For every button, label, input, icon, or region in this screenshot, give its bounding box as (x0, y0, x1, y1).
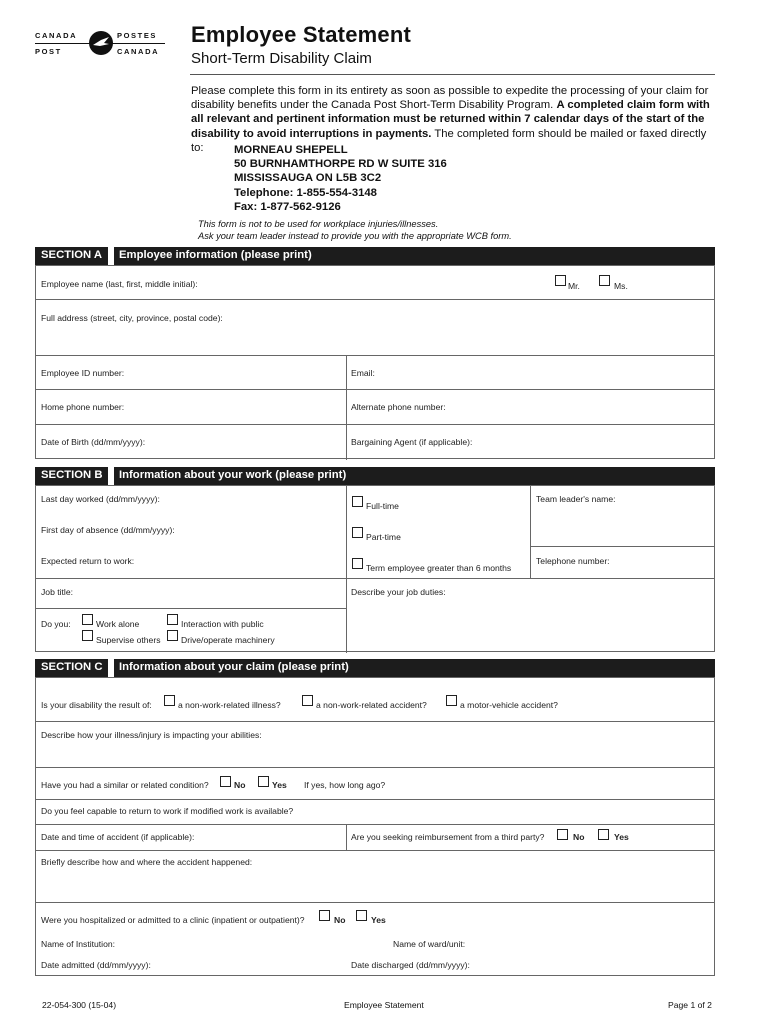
part-time-checkbox[interactable] (352, 527, 363, 538)
logo-text-canada-fr: CANADA (117, 47, 160, 56)
alternate-phone-label: Alternate phone number: (351, 402, 446, 412)
note-line-2: Ask your team leader instead to provide you with the appropriate WCB form. (198, 230, 512, 241)
job-title-label: Job title: (41, 587, 74, 597)
similar-condition-label: Have you had a similar or related condition? (41, 780, 209, 790)
section-a-form (35, 265, 715, 459)
section-b-header (35, 467, 715, 485)
ms-checkbox[interactable] (599, 275, 610, 286)
do-you-label: Do you: (41, 619, 71, 629)
full-address-field[interactable] (41, 324, 706, 350)
email-label: Email: (351, 368, 375, 378)
address-name: MORNEAU SHEPELL (234, 144, 348, 156)
disability-cause-label: Is your disability the result of: (41, 700, 152, 710)
eagle-icon (89, 31, 113, 55)
employee-name-field[interactable] (41, 270, 586, 296)
section-c-header (35, 659, 715, 677)
date-discharged-label: Date discharged (dd/mm/yyyy): (351, 960, 470, 970)
work-alone-label: Work alone (96, 619, 140, 629)
page-subtitle: Short-Term Disability Claim (191, 50, 372, 67)
impact-label: Describe how your illness/injury is impacting your abilities: (41, 730, 262, 740)
motor-vehicle-label: a motor-vehicle accident? (460, 700, 558, 710)
reimbursement-yes-label: Yes (614, 832, 629, 842)
address-street: 50 BURNHAMTHORPE RD W SUITE 316 (234, 158, 447, 171)
illness-label: a non-work-related illness? (178, 700, 281, 710)
ms-label: Ms. (614, 281, 628, 291)
full-time-checkbox[interactable] (352, 496, 363, 507)
first-absence-label: First day of absence (dd/mm/yyyy): (41, 525, 175, 535)
note-line-1: This form is not to be used for workplace injuries/illnesses. (198, 219, 439, 229)
home-phone-label: Home phone number: (41, 402, 125, 412)
mailing-address (234, 143, 447, 214)
similar-no-label: No (234, 780, 246, 790)
page-number: Page 1 of 2 (668, 1000, 712, 1010)
full-address-label: Full address (street, city, province, postal code): (41, 313, 223, 323)
describe-accident-label: Briefly describe how and where the accident happened: (41, 857, 253, 867)
logo-text-post: POST (35, 47, 62, 56)
similar-yes-checkbox[interactable] (258, 776, 269, 787)
team-leader-label: Team leader's name: (536, 494, 616, 504)
logo-text-canada: CANADA (35, 31, 78, 40)
similar-no-checkbox[interactable] (220, 776, 231, 787)
date-of-birth-label: Date of Birth (dd/mm/yyyy): (41, 437, 146, 447)
address-fax: Fax: 1-877-562-9126 (234, 200, 341, 213)
interaction-public-checkbox[interactable] (167, 614, 178, 625)
motor-vehicle-checkbox[interactable] (446, 695, 457, 706)
section-a-tag: SECTION A (41, 249, 103, 261)
page-title: Employee Statement (191, 22, 412, 47)
hospitalized-no-checkbox[interactable] (319, 910, 330, 921)
ward-unit-label: Name of ward/unit: (393, 939, 466, 949)
reimbursement-yes-checkbox[interactable] (598, 829, 609, 840)
date-admitted-label: Date admitted (dd/mm/yyyy): (41, 960, 151, 970)
term-employee-checkbox[interactable] (352, 558, 363, 569)
last-day-worked-label: Last day worked (dd/mm/yyyy): (41, 494, 160, 504)
how-long-label: If yes, how long ago? (304, 780, 386, 790)
similar-yes-label: Yes (272, 780, 287, 790)
intro-mail-text: The completed form should be mailed or faxed directly to: (191, 127, 707, 154)
interaction-public-label: Interaction with public (181, 619, 264, 629)
logo-text-postes: POSTES (117, 31, 158, 40)
supervise-others-label: Supervise others (96, 635, 161, 645)
job-duties-label: Describe your job duties: (351, 587, 446, 597)
accident-checkbox[interactable] (302, 695, 313, 706)
section-b-form (35, 485, 715, 652)
intro-text: Please complete this form in its entirety as soon as possible to expedite the processing of your claim for disability benefits under the Canada Post Short-Term Disability Program. (191, 85, 709, 112)
bargaining-agent-label: Bargaining Agent (if applicable): (351, 437, 473, 447)
hospitalized-no-label: No (334, 915, 346, 925)
address-city: MISSISSAUGA ON L5B 3C2 (234, 172, 382, 185)
reimbursement-no-checkbox[interactable] (557, 829, 568, 840)
drive-machinery-checkbox[interactable] (167, 630, 178, 641)
expected-return-label: Expected return to work: (41, 556, 135, 566)
canada-post-logo (35, 28, 165, 60)
address-phone: Telephone: 1-855-554-3148 (234, 186, 377, 199)
work-alone-checkbox[interactable] (82, 614, 93, 625)
section-a-title: Employee information (please print) (119, 249, 312, 261)
section-c-form (35, 677, 715, 976)
supervise-others-checkbox[interactable] (82, 630, 93, 641)
title-divider (190, 74, 715, 75)
form-number: 22-054-300 (15-04) (42, 1000, 117, 1010)
section-b-tag: SECTION B (41, 469, 103, 481)
capable-return-label: Do you feel capable to return to work if modified work is available? (41, 806, 294, 816)
mr-checkbox[interactable] (555, 275, 566, 286)
full-time-label: Full-time (366, 501, 399, 511)
intro-bold-text: A completed claim form with all relevant and pertinent information must be returned within 7 calendar days of the start of the disability to avoid interruptions in payments. (191, 99, 710, 140)
drive-machinery-label: Drive/operate machinery (181, 635, 275, 645)
accident-date-label: Date and time of accident (if applicable): (41, 832, 195, 842)
employee-id-label: Employee ID number: (41, 368, 125, 378)
footer-title: Employee Statement (344, 1000, 424, 1010)
part-time-label: Part-time (366, 532, 401, 542)
telephone-label: Telephone number: (536, 556, 610, 566)
section-a-header (35, 247, 715, 265)
reimbursement-label: Are you seeking reimbursement from a third party? (351, 832, 545, 842)
mr-label: Mr. (568, 281, 580, 291)
term-employee-label: Term employee greater than 6 months (366, 563, 512, 573)
reimbursement-no-label: No (573, 832, 585, 842)
employee-name-label: Employee name (last, first, middle initial): (41, 279, 198, 289)
section-b-title: Information about your work (please print) (119, 469, 347, 481)
accident-label: a non-work-related accident? (316, 700, 427, 710)
hospitalized-yes-label: Yes (371, 915, 386, 925)
hospitalized-yes-checkbox[interactable] (356, 910, 367, 921)
institution-label: Name of Institution: (41, 939, 116, 949)
section-c-tag: SECTION C (41, 661, 103, 673)
illness-checkbox[interactable] (164, 695, 175, 706)
hospitalized-label: Were you hospitalized or admitted to a clinic (inpatient or outpatient)? (41, 915, 305, 925)
wcb-note (198, 219, 512, 242)
section-c-title: Information about your claim (please print) (119, 661, 349, 673)
